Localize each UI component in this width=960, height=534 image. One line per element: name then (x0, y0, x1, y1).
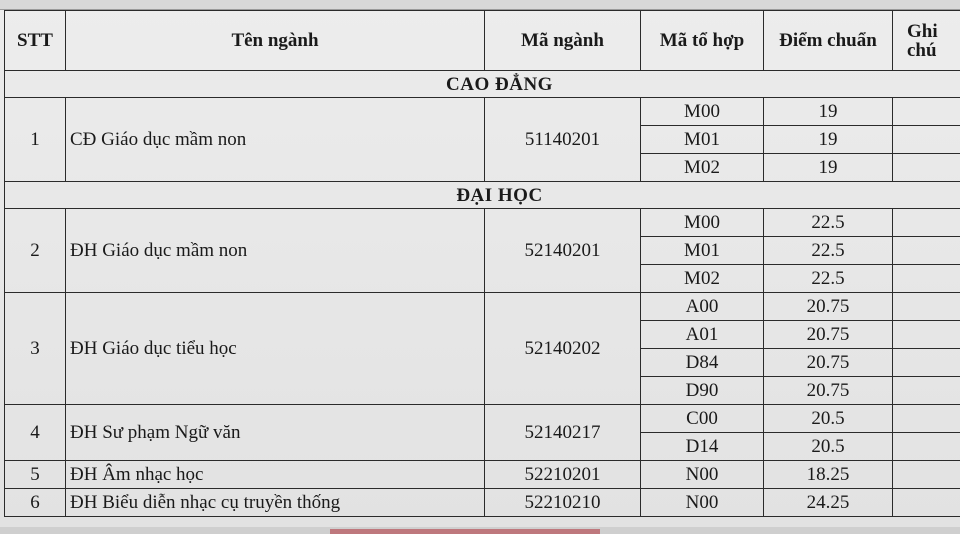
top-edge-strip (0, 0, 960, 10)
ma-to-hop-cell: M02 (641, 265, 764, 293)
diem-chuan-cell: 19 (764, 154, 893, 182)
ma-nganh-cell: 52140202 (485, 293, 641, 405)
ma-to-hop-cell: M00 (641, 98, 764, 126)
ghi-chu-cell (893, 433, 960, 461)
ghi-chu-cell (893, 461, 960, 489)
ma-to-hop-cell: N00 (641, 461, 764, 489)
ma-nganh-cell: 52140217 (485, 405, 641, 461)
admission-scores-table (4, 10, 960, 517)
table-row (5, 461, 960, 489)
stt-cell: 2 (5, 209, 66, 293)
ghi-chu-cell (893, 489, 960, 517)
section-row-cao-dang (5, 71, 960, 98)
header-ghi-chu (893, 11, 960, 71)
ghi-chu-cell (893, 265, 960, 293)
ma-to-hop-cell: A01 (641, 321, 764, 349)
ma-to-hop-cell: D14 (641, 433, 764, 461)
ten-nganh-cell: ĐH Giáo dục tiểu học (66, 293, 485, 405)
stt-cell: 6 (5, 489, 66, 517)
ghi-chu-cell (893, 209, 960, 237)
diem-chuan-cell: 19 (764, 126, 893, 154)
table-row (5, 209, 960, 237)
stt-cell: 1 (5, 98, 66, 182)
ghi-chu-cell (893, 154, 960, 182)
ghi-chu-cell (893, 237, 960, 265)
ma-to-hop-cell: M02 (641, 154, 764, 182)
header-ma-nganh: Mã ngành (485, 11, 641, 71)
ma-to-hop-cell: N00 (641, 489, 764, 517)
ghi-chu-cell (893, 321, 960, 349)
diem-chuan-cell: 20.75 (764, 349, 893, 377)
diem-chuan-cell: 22.5 (764, 209, 893, 237)
ghi-chu-cell (893, 377, 960, 405)
table-row (5, 489, 960, 517)
ma-to-hop-cell: M00 (641, 209, 764, 237)
diem-chuan-cell: 20.75 (764, 293, 893, 321)
header-row (5, 11, 960, 71)
ten-nganh-cell: CĐ Giáo dục mầm non (66, 98, 485, 182)
table-row (5, 98, 960, 126)
ghi-chu-cell (893, 126, 960, 154)
ma-nganh-cell: 52140201 (485, 209, 641, 293)
header-diem-chuan: Điểm chuẩn (764, 11, 893, 71)
ma-to-hop-cell: D90 (641, 377, 764, 405)
stt-cell: 4 (5, 405, 66, 461)
header-stt: STT (5, 11, 66, 71)
ghi-chu-cell (893, 349, 960, 377)
section-row-dai-hoc (5, 182, 960, 209)
diem-chuan-cell: 20.5 (764, 405, 893, 433)
diem-chuan-cell: 22.5 (764, 265, 893, 293)
ma-nganh-cell: 52210210 (485, 489, 641, 517)
header-ghi-chu-line1: Ghi (907, 20, 938, 42)
diem-chuan-cell: 22.5 (764, 237, 893, 265)
header-ten-nganh: Tên ngành (66, 11, 485, 71)
section-title: ĐẠI HỌC (5, 182, 960, 209)
ten-nganh-cell: ĐH Âm nhạc học (66, 461, 485, 489)
diem-chuan-cell: 19 (764, 98, 893, 126)
ma-nganh-cell: 51140201 (485, 98, 641, 182)
diem-chuan-cell: 18.25 (764, 461, 893, 489)
section-title: CAO ĐẲNG (5, 71, 960, 98)
stt-cell: 3 (5, 293, 66, 405)
table-row (5, 405, 960, 433)
stt-cell: 5 (5, 461, 66, 489)
ten-nganh-cell: ĐH Sư phạm Ngữ văn (66, 405, 485, 461)
ma-to-hop-cell: D84 (641, 349, 764, 377)
ma-nganh-cell: 52210201 (485, 461, 641, 489)
ghi-chu-cell (893, 293, 960, 321)
table-row (5, 293, 960, 321)
bottom-edge-strip (0, 527, 960, 534)
ma-to-hop-cell: M01 (641, 126, 764, 154)
ma-to-hop-cell: M01 (641, 237, 764, 265)
diem-chuan-cell: 20.5 (764, 433, 893, 461)
ma-to-hop-cell: A00 (641, 293, 764, 321)
diem-chuan-cell: 20.75 (764, 377, 893, 405)
header-ghi-chu-line2: chú (907, 39, 937, 61)
diem-chuan-cell: 24.25 (764, 489, 893, 517)
bottom-color-mark (330, 529, 600, 534)
header-ma-to-hop: Mã tổ hợp (641, 11, 764, 71)
ten-nganh-cell: ĐH Giáo dục mầm non (66, 209, 485, 293)
diem-chuan-cell: 20.75 (764, 321, 893, 349)
ghi-chu-cell (893, 405, 960, 433)
ten-nganh-cell: ĐH Biểu diễn nhạc cụ truyền thống (66, 489, 485, 517)
ghi-chu-cell (893, 98, 960, 126)
ma-to-hop-cell: C00 (641, 405, 764, 433)
